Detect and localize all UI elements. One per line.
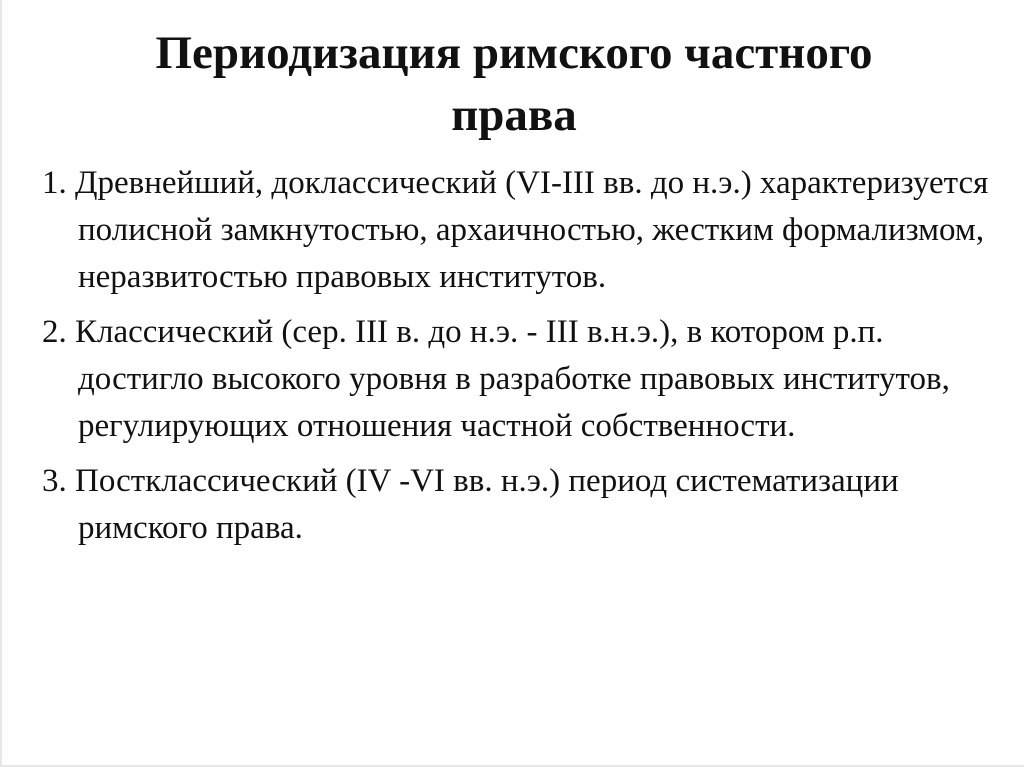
slide-title-line-2: права [451, 89, 577, 141]
period-item-2: 2. Классический (сер. III в. до н.э. - III в.н.э.), в котором р.п. достигло высокого уровня в разработке правовых институтов, регулирующих отношения частной собственности. [42, 314, 950, 444]
period-item-3: 3. Постклассический (IV -VI вв. н.э.) период систематизации римского права. [42, 463, 899, 546]
period-item-1: 1. Древнейший, доклассический (VI-III вв. до н.э.) характеризуется полисной замкнутостью, архаичностью, жестким формализмом, неразвитостью правовых институтов. [42, 165, 989, 295]
slide-title-line-1: Периодизация римского частного [155, 27, 873, 79]
slide-body [42, 160, 1017, 560]
slide-title [2, 22, 1024, 146]
